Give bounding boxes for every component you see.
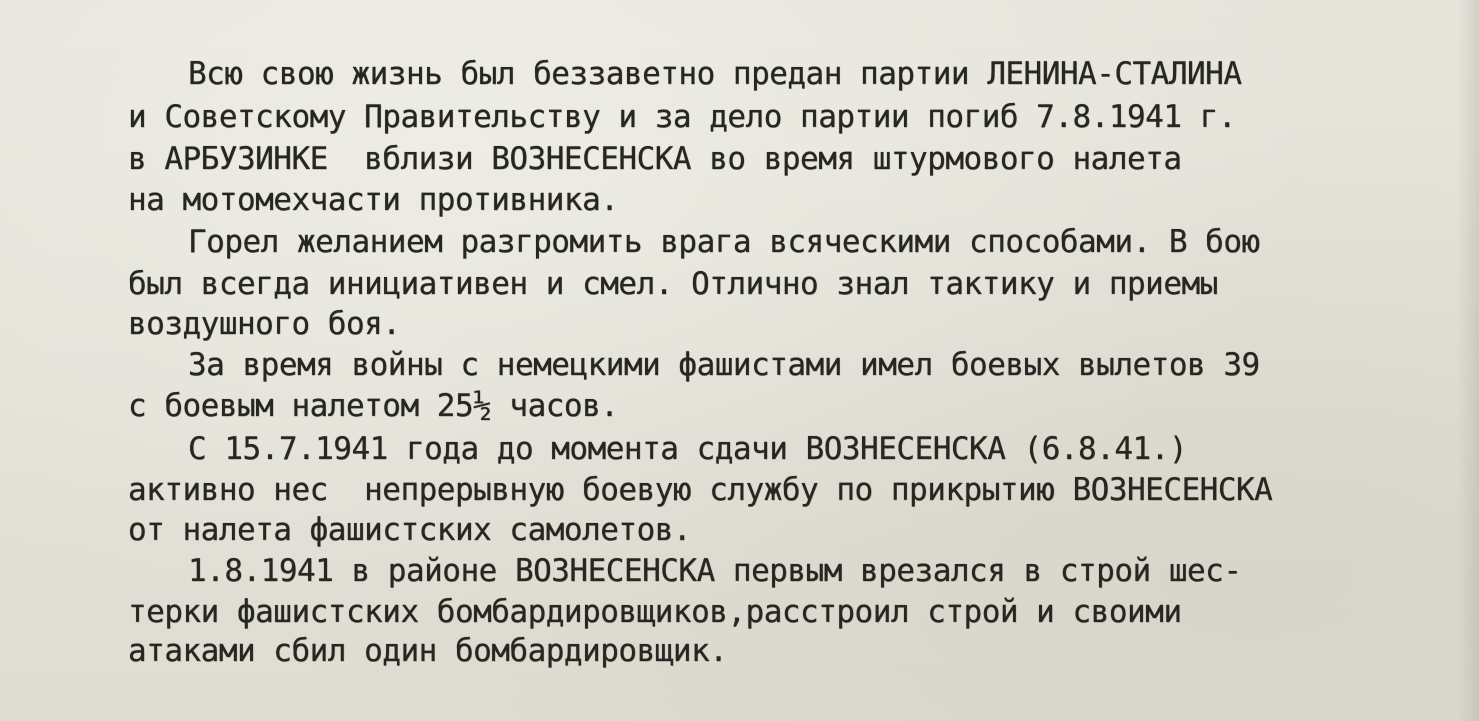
- text-line-10: С 15.7.1941 года до момента сдачи ВОЗНЕСЕНСКА (6.8.41.): [188, 431, 1187, 467]
- text-line-2: и Советскому Правительству и за дело партии погиб 7.8.1941 г.: [128, 99, 1236, 135]
- text-line-12: от налета фашистских самолетов.: [128, 512, 692, 548]
- text-line-13: 1.8.1941 в районе ВОЗНЕСЕНСКА первым врезался в строй шес-: [188, 553, 1242, 589]
- text-line-11: активно нес непрерывную боевую службу по прикрытию ВОЗНЕСЕНСКА: [128, 472, 1273, 508]
- text-line-7: воздушного боя.: [128, 306, 401, 342]
- page-edge-shadow: [1457, 0, 1479, 721]
- text-line-8: За время войны с немецкими фашистами имел боевых вылетов 39: [188, 347, 1260, 383]
- text-line-1: Всю свою жизнь был беззаветно предан партии ЛЕНИНА-СТАЛИНА: [188, 56, 1242, 92]
- text-line-14: терки фашистских бомбардировщиков,расстроил строй и своими: [128, 594, 1182, 630]
- text-line-5: Горел желанием разгромить врага всяческими способами. В бою: [188, 224, 1260, 260]
- text-line-9: с боевым налетом 25½ часов.: [128, 388, 619, 424]
- text-line-4: на мотомехчасти противника.: [128, 182, 619, 218]
- text-line-3: в АРБУЗИНКЕ вблизи ВОЗНЕСЕНСКА во время штурмового налета: [128, 141, 1182, 177]
- text-line-15: атаками сбил один бомбардировщик.: [128, 633, 728, 669]
- text-line-6: был всегда инициативен и смел. Отлично знал тактику и приемы: [128, 266, 1218, 302]
